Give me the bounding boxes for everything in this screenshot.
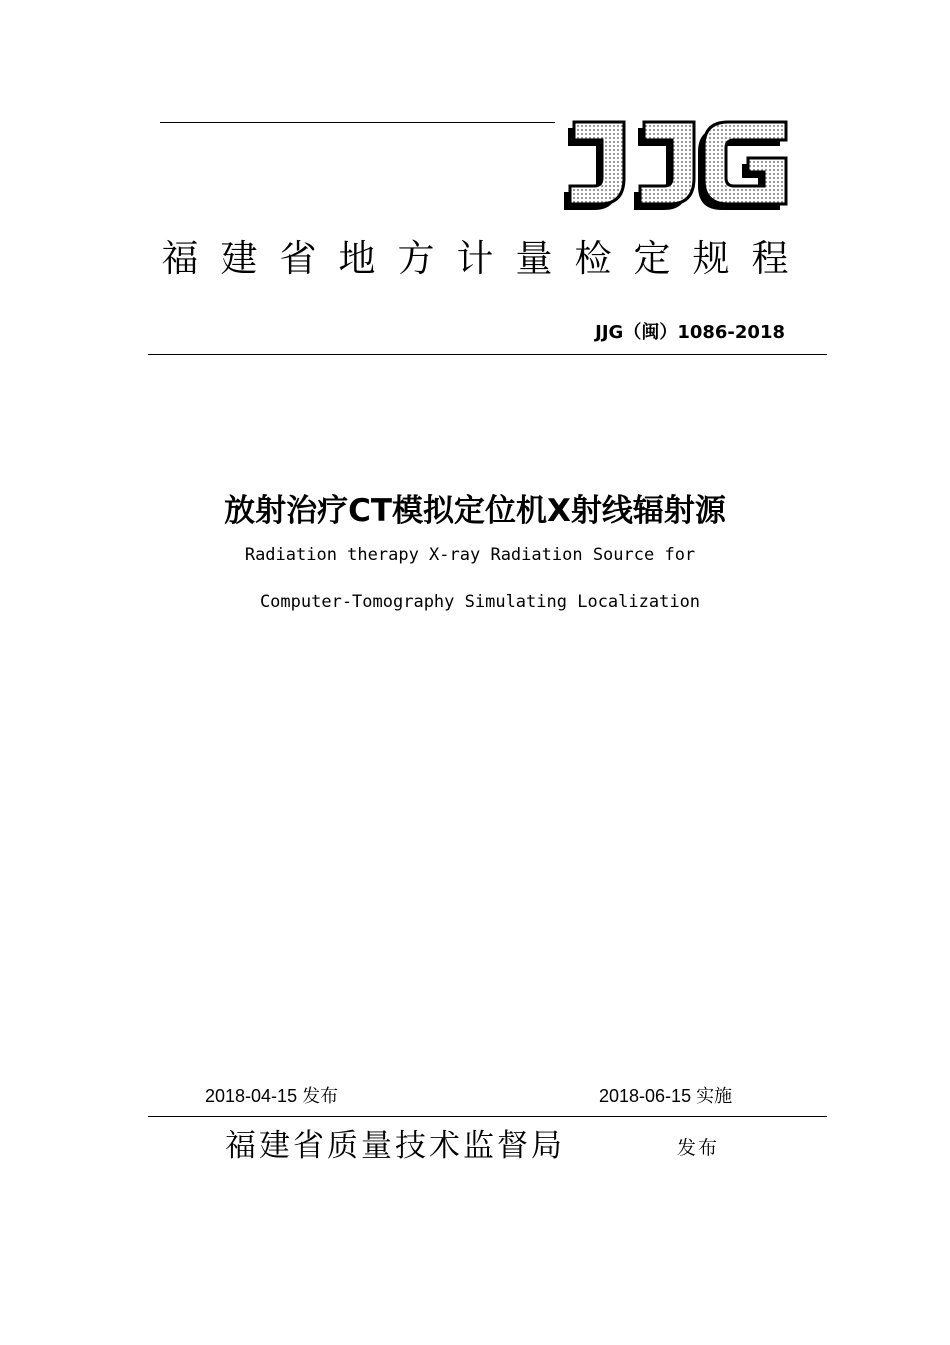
- issue-date: 2018-04-15 发布: [205, 1086, 339, 1106]
- jjg-logo: [556, 116, 794, 212]
- header-rule: [148, 354, 827, 355]
- top-rule: [160, 122, 555, 123]
- title-english-line1: Radiation therapy X-ray Radiation Source for: [244, 545, 696, 565]
- issuer-suffix: 发布: [677, 1137, 720, 1159]
- issuer: 福建省质量技术监督局: [225, 1128, 565, 1164]
- title-english-line2: Computer-Tomography Simulating Localization: [259, 592, 701, 612]
- document-code: JJG（闽）1086-2018: [595, 322, 785, 343]
- series-title: 福建省地方计量检定规程: [161, 237, 811, 280]
- implementation-date: 2018-06-15 实施: [599, 1086, 733, 1106]
- title-chinese: 放射治疗CT模拟定位机X射线辐射源: [224, 493, 726, 529]
- footer-rule: [148, 1116, 827, 1117]
